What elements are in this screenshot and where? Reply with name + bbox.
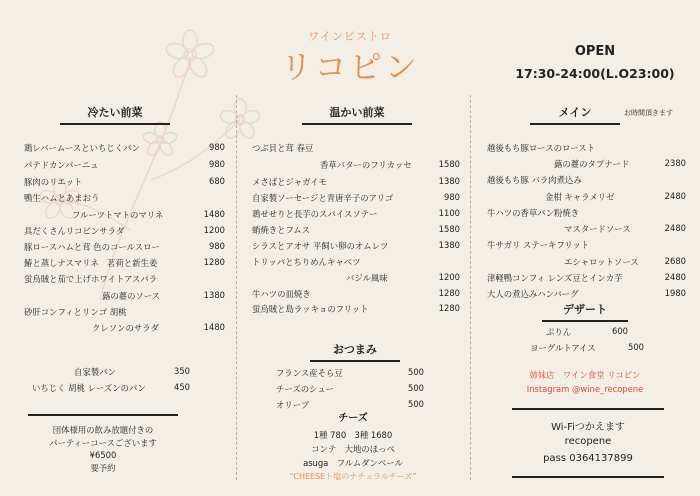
menu-item: 豚肉のリエット: [24, 177, 83, 187]
instagram-link[interactable]: Instagram @wine_recopene: [526, 384, 644, 394]
menu-item: 牛ハツの香草パン粉焼き: [487, 208, 580, 218]
party-course-box: [20, 424, 186, 474]
dessert-item: ぷりん: [546, 327, 572, 337]
menu-item: 鶏せせりと長芋のスパイスソテー: [252, 209, 378, 219]
snack-price: 500: [408, 399, 424, 409]
sister-store: 姉妹店 ワイン食堂 リコピン: [529, 370, 641, 380]
column-divider: [470, 95, 471, 480]
snack-price: 500: [408, 383, 424, 393]
main-note: お時間頂きます: [624, 109, 673, 117]
wifi-password: pass 0364137899: [543, 453, 633, 464]
menu-item-sub: クレソンのサラダ: [92, 323, 159, 333]
dessert-heading: デザート: [542, 301, 628, 322]
menu-item-sub: フルーツトマトのマリネ: [72, 210, 164, 220]
warm-appetizers-heading: 温かい前菜: [302, 104, 412, 125]
menu-item: 砂肝コンフィとリンゴ 胡桃: [24, 307, 127, 317]
snack-price: 500: [408, 367, 424, 377]
main-heading: メイン: [530, 104, 620, 125]
cheese-prices: 1種 780 3種 1680: [313, 430, 393, 440]
menu-item: 蛍烏賊と茄で上げホワイトアスパラ: [24, 274, 158, 284]
menu-price: 1380: [438, 240, 460, 250]
menu-item-sub: マスタードソース: [564, 224, 631, 234]
menu-item: 越後もち豚ロースのロースト: [487, 143, 596, 153]
menu-price: 980: [209, 241, 225, 251]
open-label: OPEN: [574, 44, 616, 59]
menu-item: 津軽鴨コンフィ レンズ豆とインカ芋: [487, 273, 623, 283]
wifi-top-rule: [512, 408, 664, 410]
menu-item: 越後もち豚 バラ肉煮込み: [487, 175, 582, 185]
wifi-ssid: recopene: [564, 436, 612, 447]
menu-price: 2680: [664, 256, 686, 266]
dessert-price: 600: [612, 326, 628, 336]
menu-price: 980: [444, 192, 460, 202]
menu-item-sub: 金柑 キャラメリゼ: [545, 192, 615, 202]
bread-item: 自家製パン: [74, 367, 116, 377]
menu-item: 牛サガリ ステーキフリット: [487, 240, 590, 250]
menu-price: 2480: [664, 223, 686, 233]
menu-item-sub: 香草バターのフリカッセ: [320, 160, 412, 170]
dessert-price: 500: [628, 342, 644, 352]
menu-item: 鴨生ハムとあまおう: [24, 193, 100, 203]
menu-item: 鶏レバームースといちじくパン: [24, 143, 140, 153]
cheese-note: “CHEESEト塩のナチュラルチーズ”: [289, 472, 417, 481]
menu-item-sub: バジル風味: [346, 273, 388, 283]
menu-price: 1480: [203, 209, 225, 219]
menu-item: 蛍烏賊と島ラッキョのフリット: [252, 304, 369, 314]
bread-price: 450: [174, 382, 190, 392]
menu-price: 1480: [203, 322, 225, 332]
party-line: 団体様用の飲み放題付きの: [52, 425, 154, 435]
snacks-heading: おつまみ: [310, 341, 400, 362]
menu-item: パテドカンパーニュ: [24, 160, 99, 170]
party-price: ¥6500: [89, 450, 117, 460]
menu-price: 1980: [664, 288, 686, 298]
menu-item: メさばとジャガイモ: [252, 177, 327, 187]
menu-item-sub: エシャロットソース: [564, 257, 639, 267]
menu-price: 1580: [438, 224, 460, 234]
menu-item-sub: 蕗の薹のタプナード: [554, 159, 630, 169]
menu-item: つぶ貝と茸 春豆: [252, 143, 314, 153]
restaurant-subtitle: ワインビストロ: [308, 30, 392, 43]
menu-price: 1200: [203, 225, 225, 235]
snack-item: オリーブ: [276, 400, 310, 410]
wifi-heading: Wi-Fiつかえます: [551, 422, 625, 433]
party-top-rule: [28, 414, 178, 416]
snack-item: フランス産そら豆: [276, 368, 343, 378]
cold-appetizers-heading: 冷たい前菜: [60, 104, 170, 125]
menu-item: 豚ロースハムと茸 色のコールスロー: [24, 242, 160, 252]
snack-item: チーズのシュー: [276, 384, 335, 394]
menu-price: 680: [209, 176, 225, 186]
cheese-heading: チーズ: [338, 413, 368, 424]
open-hours: 17:30-24:00(L.O23:00): [515, 66, 675, 81]
menu-price: 2380: [664, 158, 686, 168]
menu-item: 牛ハツの皿焼き: [252, 289, 311, 299]
wifi-bottom-rule: [512, 476, 664, 478]
party-line: パーティーコースございます: [49, 437, 157, 448]
menu-price: 1280: [438, 303, 460, 313]
menu-price: 1580: [438, 159, 460, 169]
menu-price: 980: [209, 142, 225, 152]
menu-item: 大人の煮込みハンバーグ: [487, 289, 579, 299]
menu-price: 2480: [664, 272, 686, 282]
menu-item: 具だくさんリコピンサラダ: [24, 226, 125, 236]
menu-item: 鰆と蒸しナスマリネ 茗荷と新生姜: [24, 258, 158, 268]
column-divider: [236, 95, 237, 480]
menu-item-sub: 蕗の薹のソース: [102, 291, 161, 301]
menu-item: シラスとアオサ 平飼い卵のオムレツ: [252, 241, 389, 251]
menu-item: 自家製ソーセージと青唐辛子のアリゴ: [252, 193, 394, 203]
menu-price: 980: [209, 159, 225, 169]
menu-price: 1200: [438, 272, 460, 282]
menu-price: 1100: [438, 208, 460, 218]
cheese-list: asuga フルムダンベール: [303, 458, 403, 468]
menu-item: トリッパとちりめんキャベツ: [252, 257, 361, 267]
bread-item: いちじく 胡桃 レーズンのパン: [32, 383, 146, 393]
menu-price: 1380: [203, 290, 225, 300]
menu-price: 1380: [438, 176, 460, 186]
restaurant-title: リコピン: [280, 48, 420, 86]
dessert-item: ヨーグルトアイス: [530, 343, 596, 353]
party-reservation: 要予約: [90, 462, 116, 473]
menu-item: 蛸焼きとフムス: [252, 225, 311, 235]
bread-price: 350: [174, 366, 190, 376]
menu-price: 2480: [664, 191, 686, 201]
menu-price: 1280: [438, 288, 460, 298]
cheese-list: コンテ 大地のほっぺ: [311, 444, 395, 454]
menu-price: 1280: [203, 257, 225, 267]
